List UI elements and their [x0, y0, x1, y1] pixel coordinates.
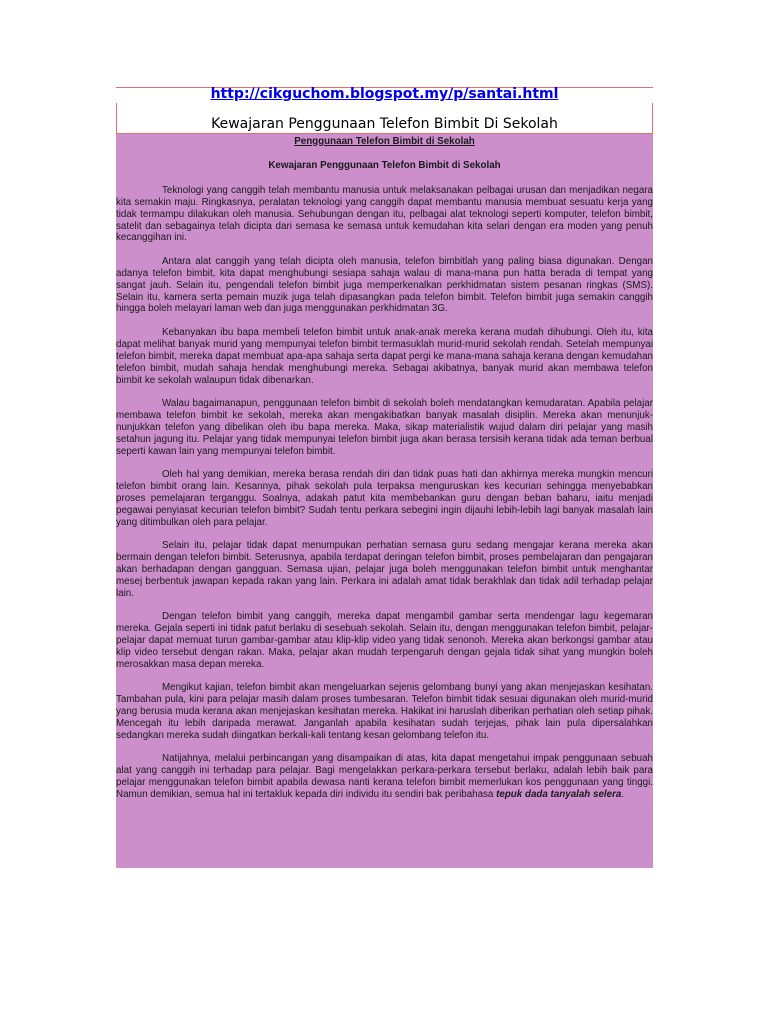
paragraph: Antara alat canggih yang telah dicipta oleh manusia, telefon bimbitlah yang paling biasa digunakan. Dengan adanya telefon bimbit, kita dapat menghubungi sesiapa sahaja walau di mana-mana pun hatta berada di tempat yang sangat jauh. Selain itu, pengendali telefon bimbit juga memperkenalkan perkhidmatan sistem pesanan ringkas (SMS). Selain itu, kamera serta pemain muzik juga telah dipasangkan pada telefon bimbit. Telefon bimbit juga semakin canggih hingga boleh melayari laman web dan juga menggunakan perkhidmatan 3G. — [116, 255, 653, 315]
paragraph: Selain itu, pelajar tidak dapat menumpukan perhatian semasa guru sedang mengajar kerana mereka akan bermain dengan telefon bimbit. Seterusnya, apabila terdapat deringan telefon bimbit, proses pembelajaran dan pengajaran akan berhadapan dengan gangguan. Semasa ujian, pelajar juga boleh menggunakan telefon bimbit untuk menghantar mesej berbentuk jawapan kepada rakan yang lain. Perkara ini adalah amat tidak berakhlak dan tidak adil terhadap pelajar lain. — [116, 539, 653, 599]
document-subtitle: Penggunaan Telefon Bimbit di Sekolah — [294, 136, 475, 147]
paragraph: Oleh hal yang demikian, mereka berasa rendah diri dan tidak puas hati dan akhirnya mereka mungkin mencuri telefon bimbit orang lain. Kesannya, pihak sekolah pula terpaksa menguruskan kes kecurian sehingga menyebabkan proses pemelajaran terganggu. Soalnya, adakah patut kita membebankan guru dengan beban baharu, iaitu menjadi pegawai penyiasat kecurian telefon bimbit? Sudah tentu perkara sebegini ingin dijauhi lebih-lebih lagi banyak masalah lain yang ditimbulkan oleh para pelajar. — [116, 468, 653, 528]
paragraph: Mengikut kajian, telefon bimbit akan mengeluarkan sejenis gelombang bunyi yang akan menjejaskan kesihatan. Tambahan pula, kini para pelajar masih dalam proses tumbesaran. Telefon bimbit tidak sesuai digunakan oleh murid-murid yang berusia muda kerana akan menjejaskan kesihatan mereka. Hakikat ini haruslah diberikan perhatian oleh setiap pihak. Mencegah itu lebih daripada merawat. Janganlah apabila kesihatan sudah terjejas, pihak lain pula dipersalahkan sedangkan mereka sudah diingatkan berkali-kali tentang kesan gelombang telefon itu. — [116, 682, 653, 741]
paragraph: Teknologi yang canggih telah membantu manusia untuk melaksanakan pelbagai urusan dan menjadikan negara kita semakin maju. Ringkasnya, peralatan teknologi yang canggih dapat membantu manusia membuat sesuatu kerja yang tidak termampu dilakukan oleh manusia. Sehubungan dengan itu, pelbagai alat teknologi seperti komputer, telefon bimbit, satelit dan sebagainya telah dicipta dari semasa ke semasa untuk kemudahan kita selari dengan era moden yang penuh kecanggihan ini. — [116, 184, 653, 244]
paragraph: Walau bagaimanapun, penggunaan telefon bimbit di sekolah boleh mendatangkan kemudaratan. Apabila pelajar membawa telefon bimbit ke sekolah, mereka akan mengakibatkan banyak masalah disiplin. Mereka akan menunjuk-nunjukkan telefon yang dibelikan oleh ibu bapa mereka. Maka, sikap materialistik wujud dalam diri pelajar yang masih setahun jagung itu. Pelajar yang tidak mempunyai telefon bimbit juga akan berasa tersisih kerana tidak ada teman berbual seperti kawan lain yang mempunyai telefon bimbit. — [116, 397, 653, 457]
document-content — [116, 134, 653, 812]
conclusion-end: . — [621, 788, 625, 800]
document-heading: Kewajaran Penggunaan Telefon Bimbit di Sekolah — [268, 159, 501, 171]
conclusion-paragraph — [116, 753, 653, 801]
conclusion-text: Natijahnya, melalui perbincangan yang disampaikan di atas, kita dapat mengetahui impak penggunaan sebuah alat yang canggih ini terhadap para pelajar. Bagi mengelakkan perkara-perkara tersebut berlaku, adalah lebih baik para pelajar menggunakan telefon bimbit apabila dewasa nanti kerana telefon bimbit memerlukan kos penggunaan yang tinggi. Namun demikian, semua hal ini tertakluk kepada diri individu itu sendiri bak peribahasa — [116, 753, 653, 800]
page-title: Kewajaran Penggunaan Telefon Bimbit Di Sekolah — [211, 116, 558, 132]
paragraph: Kebanyakan ibu bapa membeli telefon bimbit untuk anak-anak mereka kerana mudah dihubungi. Oleh itu, kita dapat melihat banyak murid yang mempunyai telefon bimbit termasuklah murid-murid sekolah rendah. Setelah mempunyai telefon bimbit, mereka dapat membuat apa-apa sahaja serta dapat pergi ke mana-mana sahaja kerana dengan kemudahan telefon bimbit, mudah sahaja hendak menghubungi mereka. Sebagai akibatnya, banyak murid akan membawa telefon bimbit ke sekolah walaupun tidak dibenarkan. — [116, 326, 653, 386]
source-url-link[interactable]: http://cikguchom.blogspot.my/p/santai.html — [210, 86, 559, 102]
idiom-text: tepuk dada tanyalah selera — [496, 788, 622, 800]
paragraph: Dengan telefon bimbit yang canggih, mereka dapat mengambil gambar serta mendengar lagu kegemaran mereka. Gejala seperti ini tidak patut berlaku di sesebuah sekolah. Selain itu, dengan menggunakan telefon bimbit, pelajar-pelajar dapat memuat turun gambar-gambar atau klip-klip video yang tidak senonoh. Mereka akan berkongsi gambar atau klip video tersebut dengan rakan. Maka, pelajar akan mudah terpengaruh dengan gejala tidak sihat yang mungkin boleh merosakkan masa depan mereka. — [116, 611, 653, 670]
